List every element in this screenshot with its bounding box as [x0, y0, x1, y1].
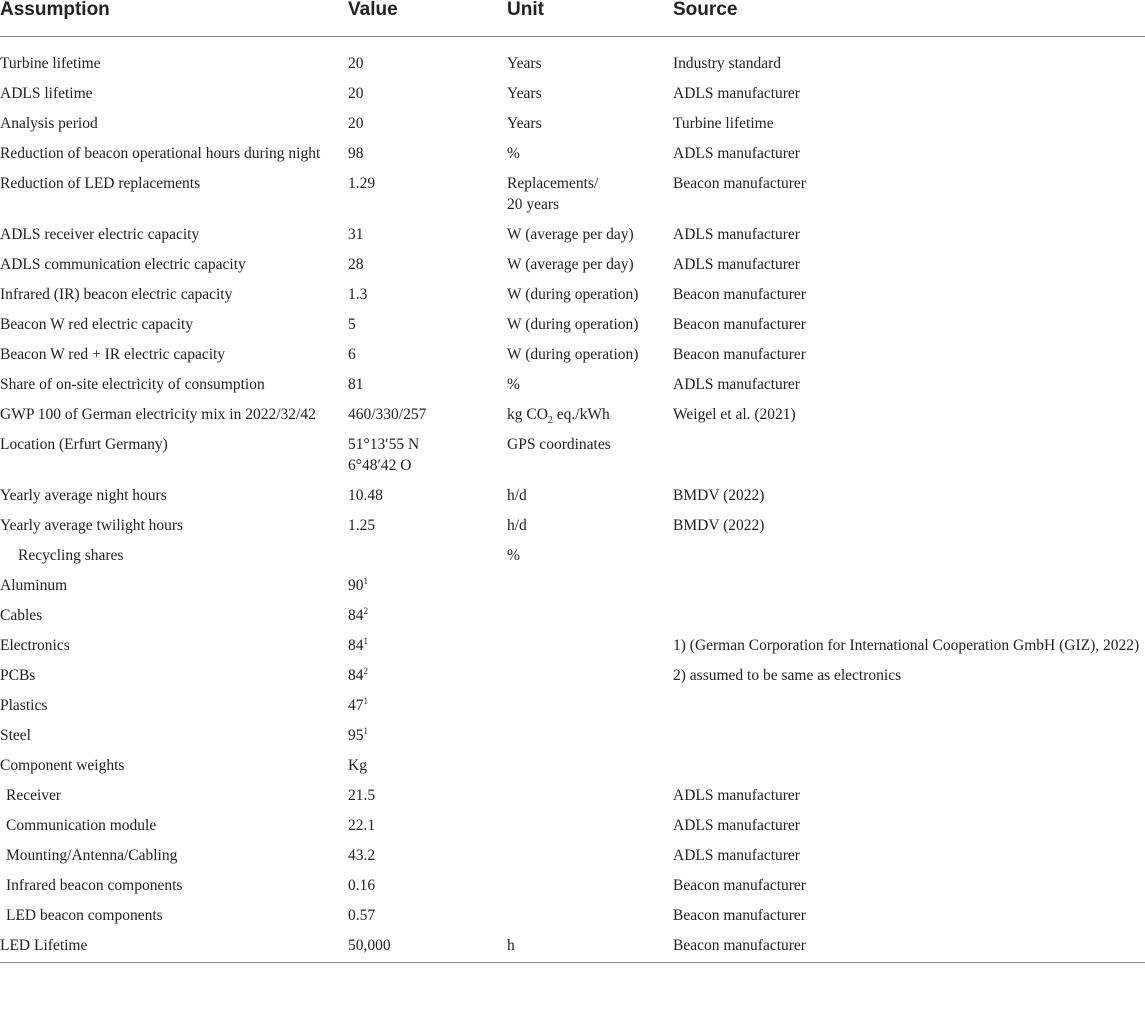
table-row [0, 571, 1145, 601]
assumption-cell: Reduction of LED replacements [0, 175, 201, 192]
source-cell: ADLS manufacturer [673, 145, 800, 162]
unit-cell [507, 661, 673, 691]
table-row [0, 811, 1145, 841]
source-cell: Beacon manufacturer [673, 877, 806, 894]
value-cell: 43.2 [348, 847, 376, 864]
table-row [0, 781, 1145, 811]
value-cell: 31 [348, 226, 364, 243]
unit-line: 20 years [507, 196, 560, 213]
value-cell: 0.57 [348, 907, 376, 924]
source-cell: ADLS manufacturer [673, 817, 800, 834]
table-row [0, 541, 1145, 571]
unit-cell: GPS coordinates [507, 436, 611, 453]
unit-cell [507, 871, 673, 901]
unit-cell: % [507, 376, 520, 393]
source-cell [673, 601, 1145, 631]
value-cell: Kg [348, 757, 367, 774]
table-row [0, 931, 1145, 963]
assumption-cell: Steel [0, 727, 31, 744]
assumption-cell: Yearly average twilight hours [0, 517, 184, 534]
footnote-marker: 1 [363, 575, 368, 586]
value-text: 90 [348, 577, 364, 594]
source-cell [673, 721, 1145, 751]
header-source: Source [673, 0, 1145, 37]
table-row [0, 250, 1145, 280]
value-cell: 22.1 [348, 817, 376, 834]
unit-subscript: 2 [547, 415, 553, 427]
value-cell [348, 430, 507, 481]
value-cell [348, 541, 507, 571]
value-cell [348, 691, 507, 721]
table-row [0, 370, 1145, 400]
value-cell: 81 [348, 376, 364, 393]
source-cell: Beacon manufacturer [673, 907, 806, 924]
assumption-cell: LED beacon components [6, 907, 163, 924]
value-cell: 98 [348, 145, 364, 162]
table-row [0, 400, 1145, 430]
value-cell: 21.5 [348, 787, 376, 804]
source-cell: ADLS manufacturer [673, 787, 800, 804]
table-body [0, 37, 1145, 963]
assumption-cell: Component weights [0, 757, 125, 774]
table-row [0, 511, 1145, 541]
unit-cell [507, 781, 673, 811]
source-cell: Beacon manufacturer [673, 175, 806, 192]
unit-cell: Years [507, 115, 542, 132]
value-cell: 0.16 [348, 877, 376, 894]
unit-cell [507, 751, 673, 781]
header-value: Value [348, 0, 507, 37]
footnote-marker: 1 [363, 695, 368, 706]
value-cell [348, 721, 507, 751]
value-cell: 460/330/257 [348, 406, 427, 423]
table-row [0, 601, 1145, 631]
value-cell: 50,000 [348, 931, 507, 963]
unit-cell [507, 169, 673, 220]
table-row [0, 220, 1145, 250]
unit-cell [507, 400, 673, 430]
unit-cell: W (during operation) [507, 286, 639, 303]
value-text: 47 [348, 697, 364, 714]
assumption-cell: Share of on-site electricity of consumption [0, 376, 265, 393]
table-row [0, 169, 1145, 220]
table-row [0, 340, 1145, 370]
table-row [0, 79, 1145, 109]
unit-cell [507, 631, 673, 661]
header-row [0, 0, 1145, 37]
value-cell: 28 [348, 256, 364, 273]
table-row [0, 37, 1145, 80]
unit-cell [507, 841, 673, 871]
assumption-cell: Beacon W red electric capacity [0, 316, 194, 333]
source-cell: BMDV (2022) [673, 487, 765, 504]
assumption-cell: Infrared beacon components [6, 877, 183, 894]
value-line: 51°13′55 N [348, 436, 420, 453]
assumption-cell: Recycling shares [18, 547, 124, 564]
value-cell: 1.3 [348, 286, 368, 303]
value-cell: 20 [348, 85, 364, 102]
assumption-cell: Communication module [6, 817, 157, 834]
assumption-cell: Beacon W red + IR electric capacity [0, 346, 226, 363]
unit-cell: h [507, 931, 673, 963]
unit-cell [507, 901, 673, 931]
unit-cell: % [507, 145, 520, 162]
assumption-cell: Reduction of beacon operational hours during night [0, 145, 321, 162]
source-cell [673, 691, 1145, 721]
source-cell: ADLS manufacturer [673, 376, 800, 393]
table-row [0, 430, 1145, 481]
table-row [0, 280, 1145, 310]
assumption-cell: Yearly average night hours [0, 487, 167, 504]
unit-text: eq./kWh [552, 406, 610, 423]
unit-cell: W (average per day) [507, 226, 634, 243]
value-cell: 20 [348, 55, 364, 72]
footnote-marker: 1 [363, 725, 368, 736]
header-unit: Unit [507, 0, 673, 37]
assumption-cell: GWP 100 of German electricity mix in 2022/32/42 [0, 406, 316, 423]
assumption-cell: Receiver [6, 787, 62, 804]
footnote-marker: 2 [363, 665, 368, 676]
assumption-cell: Cables [0, 607, 43, 624]
unit-cell: Years [507, 85, 542, 102]
footnote-marker: 2 [363, 605, 368, 616]
unit-cell: W (during operation) [507, 346, 639, 363]
footnote-marker: 1 [363, 635, 368, 646]
assumption-cell: Analysis period [0, 115, 98, 132]
assumption-cell: LED Lifetime [0, 931, 348, 963]
unit-cell [507, 721, 673, 751]
source-cell: Industry standard [673, 55, 782, 72]
source-cell: 2) assumed to be same as electronics [673, 667, 902, 684]
assumption-cell: ADLS communication electric capacity [0, 256, 246, 273]
assumption-cell: Electronics [0, 637, 70, 654]
source-cell [673, 541, 1145, 571]
assumption-cell: PCBs [0, 667, 36, 684]
unit-cell: Years [507, 55, 542, 72]
value-cell: 6 [348, 346, 356, 363]
value-text: 84 [348, 637, 364, 654]
table-row [0, 751, 1145, 781]
source-cell [673, 430, 1145, 481]
source-cell: ADLS manufacturer [673, 226, 800, 243]
assumption-cell: Plastics [0, 697, 48, 714]
unit-text: kg CO [507, 406, 548, 423]
table-row [0, 631, 1145, 661]
value-cell: 20 [348, 115, 364, 132]
unit-cell [507, 811, 673, 841]
source-cell: ADLS manufacturer [673, 256, 800, 273]
table-row [0, 661, 1145, 691]
table-row [0, 310, 1145, 340]
unit-cell: W (during operation) [507, 316, 639, 333]
table-row [0, 139, 1145, 169]
assumption-cell: ADLS lifetime [0, 85, 93, 102]
value-cell: 1.25 [348, 517, 376, 534]
source-cell [673, 571, 1145, 601]
value-text: 84 [348, 607, 364, 624]
unit-cell: h/d [507, 517, 527, 534]
value-cell [348, 661, 507, 691]
source-cell: 1) (German Corporation for International Cooperation GmbH (GIZ), 2022) [673, 637, 1140, 654]
value-text: 95 [348, 727, 364, 744]
value-cell: 10.48 [348, 487, 383, 504]
table-row [0, 841, 1145, 871]
value-cell [348, 631, 507, 661]
value-cell [348, 571, 507, 601]
header-assumption: Assumption [0, 0, 348, 37]
source-cell: Beacon manufacturer [673, 316, 806, 333]
value-cell [348, 601, 507, 631]
source-cell: BMDV (2022) [673, 517, 765, 534]
unit-line: Replacements/ [507, 175, 599, 192]
source-cell: ADLS manufacturer [673, 847, 800, 864]
assumption-cell: ADLS receiver electric capacity [0, 226, 200, 243]
table-row [0, 481, 1145, 511]
assumption-cell: Aluminum [0, 577, 68, 594]
source-cell [673, 751, 1145, 781]
source-cell: Weigel et al. (2021) [673, 406, 796, 423]
value-cell: 5 [348, 316, 356, 333]
assumption-cell: Turbine lifetime [0, 55, 101, 72]
table-row [0, 721, 1145, 751]
source-cell: ADLS manufacturer [673, 85, 800, 102]
assumption-cell: Location (Erfurt Germany) [0, 436, 168, 453]
assumption-cell: Mounting/Antenna/Cabling [6, 847, 178, 864]
table-row [0, 109, 1145, 139]
unit-cell [507, 601, 673, 631]
source-cell: Beacon manufacturer [673, 931, 1145, 963]
unit-cell: % [507, 547, 520, 564]
value-line: 6°48′42 O [348, 457, 412, 474]
table-row [0, 871, 1145, 901]
source-cell: Turbine lifetime [673, 115, 774, 132]
table-header [0, 0, 1145, 37]
unit-cell: W (average per day) [507, 256, 634, 273]
unit-cell: h/d [507, 487, 527, 504]
value-text: 84 [348, 667, 364, 684]
unit-cell [507, 691, 673, 721]
assumption-cell: Infrared (IR) beacon electric capacity [0, 286, 233, 303]
value-cell: 1.29 [348, 175, 376, 192]
table-row [0, 691, 1145, 721]
source-cell: Beacon manufacturer [673, 346, 806, 363]
source-cell: Beacon manufacturer [673, 286, 806, 303]
table-row [0, 901, 1145, 931]
unit-cell [507, 571, 673, 601]
